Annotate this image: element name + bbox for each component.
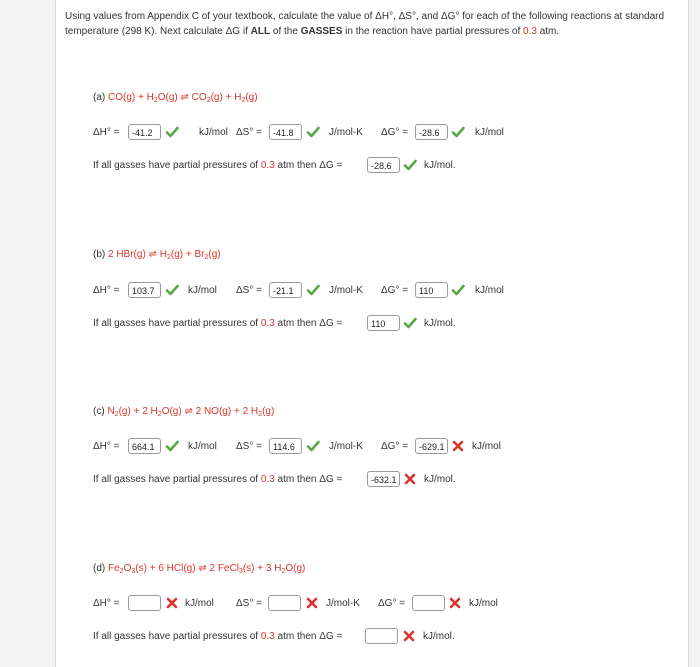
- check-icon: [165, 283, 179, 297]
- unit-kjmol: kJ/mol: [199, 127, 228, 138]
- check-icon: [403, 158, 417, 172]
- delta-s-label: ΔS° =: [236, 285, 262, 296]
- reaction-heading-b: (b) 2 HBr(g) ⇌ $H_2(g) + Br_2(g)$: [93, 249, 221, 261]
- cross-icon: [448, 596, 462, 610]
- unit-kjmol-dot: kJ/mol.: [424, 160, 456, 171]
- delta-g-label: ΔG° =: [381, 127, 409, 138]
- delta-g-input[interactable]: -629.1: [415, 438, 448, 454]
- delta-s-input[interactable]: -41.8: [269, 124, 302, 140]
- delta-h-input[interactable]: 664.1: [128, 438, 161, 454]
- check-icon: [306, 125, 320, 139]
- cross-icon: [403, 472, 417, 486]
- delta-s-input[interactable]: 114.6: [269, 438, 302, 454]
- delta-h-input[interactable]: -41.2: [128, 124, 161, 140]
- unit-jmolk: J/mol-K: [329, 285, 363, 296]
- check-icon: [403, 316, 417, 330]
- delta-s-input[interactable]: -21.1: [269, 282, 302, 298]
- reaction-heading-a: (a) $CO(g) + H_2O(g)$ ⇌ $CO_2(g) + H_2(g)$: [93, 92, 258, 104]
- reaction-equation-d: $Fe_2O_3(s) + 6$ HCl(g) ⇌ 2 FeCl$_3$(s) + 3 $H_2O(g)$: [108, 563, 306, 575]
- unit-kjmol-dot: kJ/mol.: [424, 318, 456, 329]
- delta-g-input[interactable]: 110: [415, 282, 448, 298]
- unit-jmolk: J/mol-K: [329, 127, 363, 138]
- check-icon: [451, 283, 465, 297]
- unit-jmolk: J/mol-K: [329, 441, 363, 452]
- check-icon: [165, 125, 179, 139]
- check-icon: [306, 439, 320, 453]
- delta-g-label: ΔG° =: [381, 285, 409, 296]
- delta-g-partial-input[interactable]: 110: [367, 315, 400, 331]
- delta-g-partial-input[interactable]: -632.1: [367, 471, 400, 487]
- delta-h-label: ΔH° =: [93, 598, 120, 609]
- question-intro: Using values from Appendix C of your textbook, calculate the value of ΔH°, ΔS°, and ΔG° for each of the following reactions at standard temperature (298 K). Next calculate ΔG if ALL of the GASSES in the reaction have partial pressures of 0.3 atm.: [65, 11, 665, 37]
- unit-kjmol-dot: kJ/mol.: [424, 474, 456, 485]
- unit-kjmol: kJ/mol: [469, 598, 498, 609]
- delta-s-input[interactable]: [268, 595, 301, 611]
- unit-kjmol: kJ/mol: [475, 127, 504, 138]
- delta-g-label: ΔG° =: [381, 441, 409, 452]
- delta-h-input[interactable]: 103.7: [128, 282, 161, 298]
- partial-pressure-text: If all gasses have partial pressures of 0.3 atm then ΔG =: [93, 631, 343, 642]
- reaction-equation-b: 2 HBr(g) ⇌ $H_2(g) + Br_2(g)$: [108, 249, 221, 261]
- unit-jmolk: J/mol-K: [326, 598, 360, 609]
- delta-h-input[interactable]: [128, 595, 161, 611]
- unit-kjmol: kJ/mol: [185, 598, 214, 609]
- check-icon: [306, 283, 320, 297]
- check-icon: [451, 125, 465, 139]
- delta-g-partial-input[interactable]: [365, 628, 398, 644]
- unit-kjmol: kJ/mol: [475, 285, 504, 296]
- delta-g-input[interactable]: [412, 595, 445, 611]
- delta-g-input[interactable]: -28.6: [415, 124, 448, 140]
- delta-h-label: ΔH° =: [93, 285, 120, 296]
- reaction-equation-a: $CO(g) + H_2O(g)$ ⇌ $CO_2(g) + H_2(g)$: [108, 92, 258, 104]
- check-icon: [165, 439, 179, 453]
- unit-kjmol-dot: kJ/mol.: [423, 631, 455, 642]
- cross-icon: [305, 596, 319, 610]
- reaction-heading-d: (d) $Fe_2O_3(s) + 6$ HCl(g) ⇌ 2 FeCl$_3$(s) + 3 $H_2O(g)$: [93, 563, 306, 575]
- partial-pressure-text: If all gasses have partial pressures of 0.3 atm then ΔG =: [93, 160, 343, 171]
- delta-h-label: ΔH° =: [93, 441, 120, 452]
- unit-kjmol: kJ/mol: [188, 285, 217, 296]
- cross-icon: [165, 596, 179, 610]
- partial-pressure-text: If all gasses have partial pressures of 0.3 atm then ΔG =: [93, 474, 343, 485]
- reaction-equation-c: $N_2(g) + 2$ $H_2O(g)$ ⇌ 2 NO(g) + 2 $H_2(g)$: [107, 406, 275, 418]
- cross-icon: [451, 439, 465, 453]
- delta-s-label: ΔS° =: [236, 127, 262, 138]
- delta-s-label: ΔS° =: [236, 598, 262, 609]
- delta-h-label: ΔH° =: [93, 127, 120, 138]
- unit-kjmol: kJ/mol: [188, 441, 217, 452]
- reaction-heading-c: (c) $N_2(g) + 2$ $H_2O(g)$ ⇌ 2 NO(g) + 2 $H_2(g)$: [93, 406, 275, 418]
- delta-s-label: ΔS° =: [236, 441, 262, 452]
- cross-icon: [402, 629, 416, 643]
- delta-g-label: ΔG° =: [378, 598, 406, 609]
- partial-pressure-text: If all gasses have partial pressures of 0.3 atm then ΔG =: [93, 318, 343, 329]
- delta-g-partial-input[interactable]: -28.6: [367, 157, 400, 173]
- unit-kjmol: kJ/mol: [472, 441, 501, 452]
